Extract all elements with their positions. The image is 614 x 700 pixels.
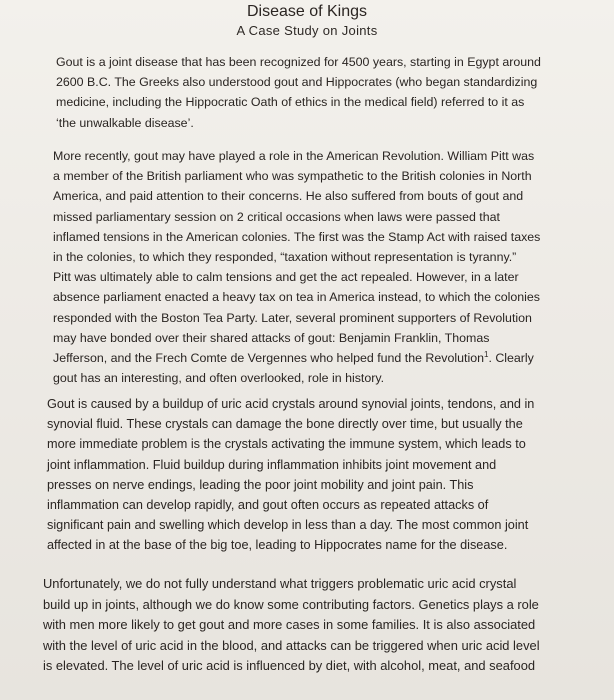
- text-line: Gout is caused by a buildup of uric acid crystals around synovial joints, tendons, and in: [47, 397, 535, 411]
- text-line: with the level of uric acid in the blood, and attacks can be triggered when uric acid level: [43, 637, 540, 653]
- text-line: Unfortunately, we do not fully understand what triggers problematic uric acid crystal: [43, 576, 517, 591]
- text-line: More recently, gout may have played a role in the American Revolution. William Pitt was: [53, 149, 535, 163]
- paragraph-history-ancient: [56, 52, 576, 133]
- text-line: gout has an interesting, and often overlooked, role in history.: [53, 371, 385, 386]
- text-line: ‘the unwalkable disease’.: [56, 115, 194, 130]
- text-line: responded with the Boston Tea Party. Later, several prominent supporters of Revolution: [53, 310, 532, 325]
- text-segment: . Clearly: [488, 351, 534, 366]
- text-line: 2600 B.C. The Greeks also understood gout and Hippocrates (who began standardizing: [56, 75, 538, 90]
- text-line: a member of the British parliament who was sympathetic to the British colonies in North: [53, 169, 532, 184]
- paragraph-triggers: [43, 574, 583, 677]
- text-line: missed parliamentary session on 2 critical occasions when laws were passed that: [53, 209, 500, 224]
- text-line: is elevated. The level of uric acid is influenced by diet, with alcohol, meat, and seafood: [43, 658, 536, 674]
- page-title: Disease of Kings: [246, 3, 368, 20]
- text-segment: Jefferson, and the Frech Comte de Vergennes who helped fund the Revolution: [53, 351, 484, 366]
- text-line: joint inflammation. Fluid buildup during inflammation inhibits joint movement and: [47, 457, 497, 472]
- text-line: Gout is a joint disease that has been recognized for 4500 years, starting in Egypt around: [56, 55, 541, 69]
- page-subtitle: A Case Study on Joints: [236, 23, 378, 38]
- text-line: Pitt was ultimately able to calm tensions and get the act repealed. However, in a later: [53, 270, 519, 285]
- paragraph-american-revolution: [53, 146, 581, 388]
- text-line: inflammation can develop rapidly, and gout often occurs as repeated attacks of: [47, 498, 489, 513]
- text-line: significant pain and swelling which develop in less than a day. The most common joint: [47, 518, 529, 533]
- text-line: absence parliament enacted a heavy tax on tea in America instead, to which the colonies: [53, 290, 540, 305]
- text-line: inflamed tensions in the American colonies. The first was the Stamp Act with raised taxes: [53, 229, 541, 244]
- text-line: with men more likely to get gout and more cases in some families. It is also associated: [43, 617, 536, 633]
- footnote-reference: 1: [483, 349, 489, 359]
- text-line: synovial fluid. These crystals can damage the bone directly over time, but usually the: [47, 417, 523, 432]
- text-line-with-reference: [53, 348, 581, 368]
- text-line: affected in at the base of the big toe, leading to Hippocrates name for the disease.: [47, 538, 508, 553]
- paragraph-cause: [47, 394, 577, 556]
- text-line: more immediate problem is the crystals activating the immune system, which leads to: [47, 437, 526, 452]
- text-line: in the colonies, to which they responded, “taxation without representation is tyranny.”: [53, 250, 517, 265]
- text-line: medicine, including the Hippocratic Oath of ethics in the medical field) referred to it as: [56, 95, 525, 110]
- text-line: America, and paid attention to their concerns. He also suffered from bouts of gout and: [53, 189, 524, 204]
- text-line: build up in joints, although we do know some contributing factors. Genetics plays a role: [43, 596, 539, 612]
- text-line: may have bonded over their shared attacks of gout: Benjamin Franklin, Thomas: [53, 330, 490, 345]
- text-line: presses on nerve endings, leading the poor joint mobility and joint pain. This: [47, 477, 474, 492]
